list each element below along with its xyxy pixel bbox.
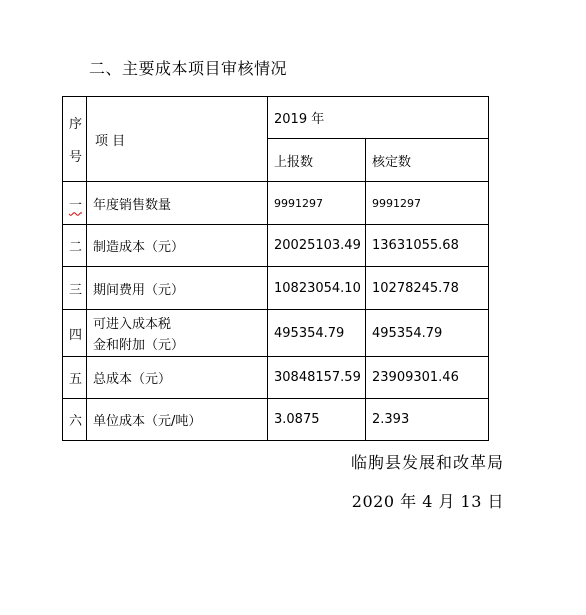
issue-date: 2020 年 4 月 13 日 [351,492,504,511]
row-seq: 二 [63,225,87,267]
table-row [63,267,489,310]
row-item: 制造成本（元） [87,225,268,267]
section-heading: 二、主要成本项目审核情况 [89,59,288,78]
header-reported: 上报数 [268,139,366,182]
row-seq: 一 [63,182,87,225]
row-reported: 9991297 [268,182,366,225]
row-approved: 9991297 [366,182,489,225]
table-row [63,310,489,357]
row-approved: 23909301.46 [366,357,489,399]
row-seq: 三 [63,267,87,310]
header-seq [63,97,87,182]
table-row [63,225,489,267]
header-year: 2019 年 [268,97,489,139]
row-approved: 10278245.78 [366,267,489,310]
row-item-line-1: 可进入成本税 [93,317,172,332]
row-approved: 13631055.68 [366,225,489,267]
table-row [63,357,489,399]
row-reported: 30848157.59 [268,357,366,399]
row-seq: 四 [63,310,87,357]
header-seq-line-1: 序 [69,117,83,132]
row-approved: 2.393 [366,399,489,441]
row-item [87,310,268,357]
table-header-row [63,97,489,139]
row-item-line-2: 金和附加（元） [93,338,185,353]
row-seq: 五 [63,357,87,399]
row-item: 单位成本（元/吨） [87,399,268,441]
row-item: 期间费用（元） [87,267,268,310]
row-item: 年度销售数量 [87,182,268,225]
header-approved: 核定数 [366,139,489,182]
header-seq-line-2: 号 [69,150,83,165]
row-seq: 六 [63,399,87,441]
cost-review-table [62,96,489,441]
row-item: 总成本（元） [87,357,268,399]
row-reported: 495354.79 [268,310,366,357]
header-item: 项 目 [87,97,268,182]
row-approved: 495354.79 [366,310,489,357]
row-reported: 3.0875 [268,399,366,441]
table-row [63,182,489,225]
issuing-organization: 临朐县发展和改革局 [350,453,504,472]
row-reported: 20025103.49 [268,225,366,267]
table-row [63,399,489,441]
row-reported: 10823054.10 [268,267,366,310]
